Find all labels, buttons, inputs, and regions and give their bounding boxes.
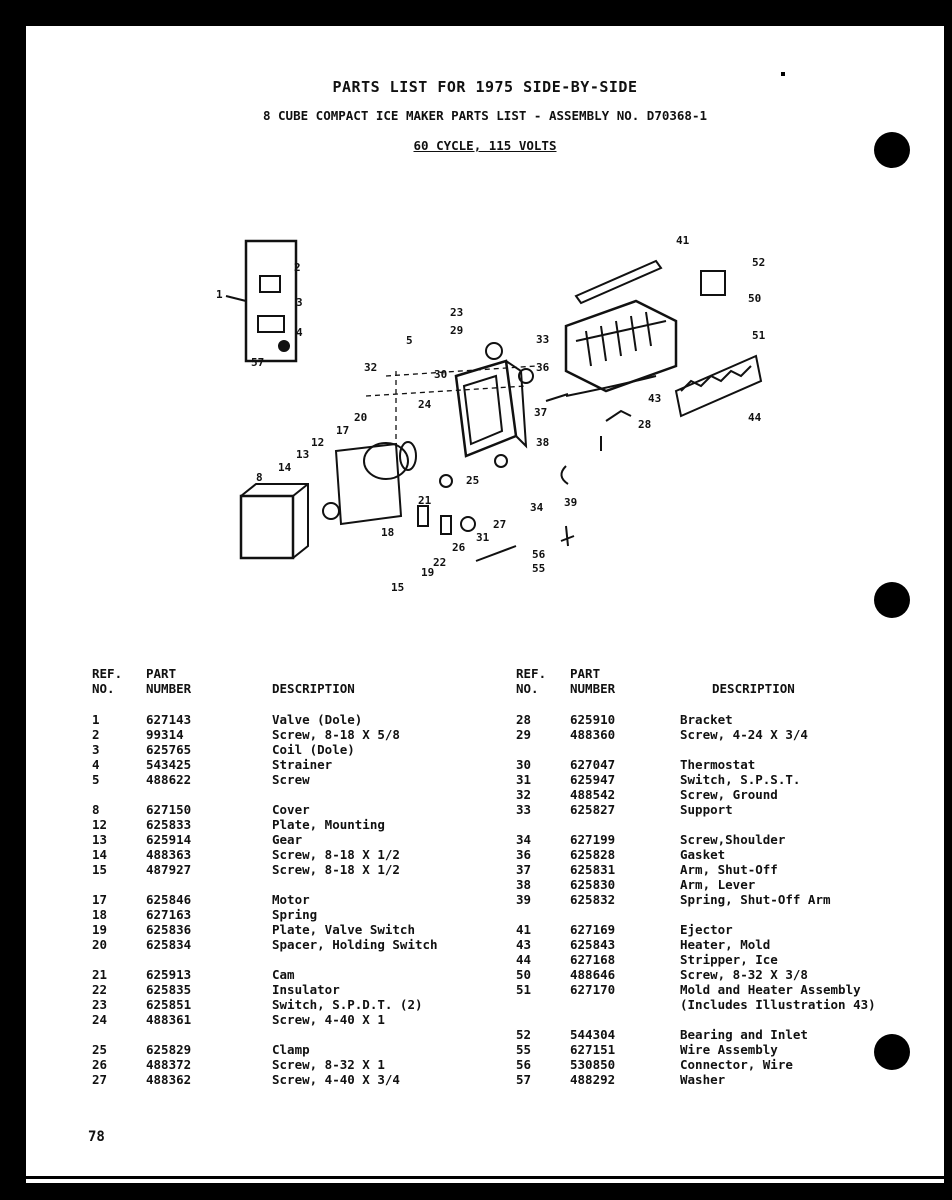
ref-cell: 41 bbox=[516, 922, 532, 937]
part-number-cell: 625834 bbox=[146, 937, 192, 952]
scan-speck bbox=[781, 72, 785, 76]
description-cell: Screw, Ground bbox=[680, 787, 778, 802]
column-header-description: DESCRIPTION bbox=[712, 681, 795, 696]
callout-number: 18 bbox=[381, 526, 395, 539]
description-cell: Cover bbox=[272, 802, 310, 817]
ref-cell: 12 bbox=[92, 817, 108, 832]
description-cell: Arm, Lever bbox=[680, 877, 756, 892]
callout-number: 34 bbox=[530, 501, 544, 514]
ref-cell: 26 bbox=[92, 1057, 108, 1072]
ref-cell: 15 bbox=[92, 862, 108, 877]
binder-hole-middle bbox=[874, 582, 910, 618]
ref-cell: 33 bbox=[516, 802, 532, 817]
column-header-description: DESCRIPTION bbox=[272, 681, 355, 696]
description-cell: Heater, Mold bbox=[680, 937, 771, 952]
part-number-cell: 625833 bbox=[146, 817, 192, 832]
page-subtitle: 8 CUBE COMPACT ICE MAKER PARTS LIST - ASSEMBLY NO. D70368-1 bbox=[262, 108, 707, 123]
callout-number: 44 bbox=[748, 411, 762, 424]
callout-number: 5 bbox=[406, 334, 413, 347]
part-number-cell: 627170 bbox=[570, 982, 616, 997]
ref-cell: 56 bbox=[516, 1057, 532, 1072]
binder-hole-bottom bbox=[874, 1034, 910, 1070]
part-number-cell: 625913 bbox=[146, 967, 192, 982]
description-cell: Screw, 4-24 X 3/4 bbox=[680, 727, 808, 742]
callout-number: 39 bbox=[564, 496, 578, 509]
callout-number: 52 bbox=[752, 256, 766, 269]
description-cell: Screw, 8-18 X 1/2 bbox=[272, 862, 400, 877]
description-cell: Clamp bbox=[272, 1042, 310, 1057]
ref-cell: 34 bbox=[516, 832, 532, 847]
ref-cell: 44 bbox=[516, 952, 532, 967]
description-cell: Spacer, Holding Switch bbox=[272, 937, 438, 952]
ref-cell: 1 bbox=[92, 712, 100, 727]
ref-cell: 5 bbox=[92, 772, 100, 787]
ref-cell: 57 bbox=[516, 1072, 532, 1087]
ref-cell: 17 bbox=[92, 892, 108, 907]
part-number-cell: 487927 bbox=[146, 862, 192, 877]
page-title: PARTS LIST FOR 1975 SIDE-BY-SIDE bbox=[332, 78, 638, 96]
callout-number: 27 bbox=[493, 518, 507, 531]
description-cell: Screw,Shoulder bbox=[680, 832, 786, 847]
description-cell: Insulator bbox=[272, 982, 340, 997]
part-number-cell: 99314 bbox=[146, 727, 184, 742]
ref-cell: 22 bbox=[92, 982, 108, 997]
ref-cell: 36 bbox=[516, 847, 532, 862]
callout-number: 14 bbox=[278, 461, 292, 474]
callout-number: 12 bbox=[311, 436, 325, 449]
part-number-cell: 543425 bbox=[146, 757, 192, 772]
description-cell: Strainer bbox=[272, 757, 333, 772]
ref-cell: 32 bbox=[516, 787, 532, 802]
page-number: 78 bbox=[88, 1129, 105, 1145]
description-cell: Screw, 8-32 X 3/8 bbox=[680, 967, 808, 982]
column-header-ref: REF. NO. bbox=[92, 666, 123, 696]
column-header-part-number: PART NUMBER bbox=[146, 666, 192, 696]
callout-number: 15 bbox=[391, 581, 405, 594]
part-number-cell: 488622 bbox=[146, 772, 192, 787]
part-number-cell: 625827 bbox=[570, 802, 616, 817]
ref-cell: 25 bbox=[92, 1042, 108, 1057]
callout-number: 13 bbox=[296, 448, 310, 461]
part-number-cell: 488360 bbox=[570, 727, 616, 742]
part-number-cell: 625835 bbox=[146, 982, 192, 997]
description-cell: Arm, Shut-Off bbox=[680, 862, 778, 877]
column-header-ref: REF. NO. bbox=[516, 666, 547, 696]
part-number-cell: 627169 bbox=[570, 922, 616, 937]
description-cell: Spring bbox=[272, 907, 318, 922]
part-number-cell: 627168 bbox=[570, 952, 616, 967]
part-number-cell: 625832 bbox=[570, 892, 616, 907]
column-header-part-number: PART NUMBER bbox=[570, 666, 616, 696]
callout-number: 32 bbox=[364, 361, 378, 374]
callout-number: 19 bbox=[421, 566, 435, 579]
ref-cell: 8 bbox=[92, 802, 100, 817]
ref-cell: 55 bbox=[516, 1042, 532, 1057]
ref-cell: 29 bbox=[516, 727, 532, 742]
callout-number: 36 bbox=[536, 361, 550, 374]
part-number-cell: 488542 bbox=[570, 787, 616, 802]
callout-number: 56 bbox=[532, 548, 546, 561]
callout-number: 23 bbox=[450, 306, 464, 319]
ref-cell: 2 bbox=[92, 727, 100, 742]
description-cell: Support bbox=[680, 802, 733, 817]
part-number-cell: 627199 bbox=[570, 832, 616, 847]
part-number-cell: 625947 bbox=[570, 772, 616, 787]
callout-number: 25 bbox=[466, 474, 480, 487]
callout-number: 28 bbox=[638, 418, 652, 431]
description-cell: Ejector bbox=[680, 922, 733, 937]
part-number-cell: 625843 bbox=[570, 937, 616, 952]
callout-number: 2 bbox=[294, 261, 301, 274]
part-number-cell: 625829 bbox=[146, 1042, 192, 1057]
ref-cell: 37 bbox=[516, 862, 532, 877]
description-cell: Switch, S.P.D.T. (2) bbox=[272, 997, 423, 1012]
description-cell: Plate, Valve Switch bbox=[272, 922, 415, 937]
callout-number: 31 bbox=[476, 531, 490, 544]
part-number-cell: 625828 bbox=[570, 847, 616, 862]
ref-cell: 19 bbox=[92, 922, 108, 937]
callout-number: 37 bbox=[534, 406, 548, 419]
description-cell: Thermostat bbox=[680, 757, 756, 772]
description-cell: Spring, Shut-Off Arm bbox=[680, 892, 831, 907]
part-number-cell: 625831 bbox=[570, 862, 616, 877]
ref-cell: 18 bbox=[92, 907, 108, 922]
part-number-cell: 627150 bbox=[146, 802, 192, 817]
exploded-parts-diagram bbox=[196, 206, 776, 606]
description-cell: Connector, Wire bbox=[680, 1057, 793, 1072]
callout-number: 20 bbox=[354, 411, 368, 424]
description-cell: Coil (Dole) bbox=[272, 742, 355, 757]
description-cell: Screw, 4-40 X 3/4 bbox=[272, 1072, 400, 1087]
ref-cell: 43 bbox=[516, 937, 532, 952]
ref-cell: 4 bbox=[92, 757, 100, 772]
part-number-cell: 627047 bbox=[570, 757, 616, 772]
callout-number: 50 bbox=[748, 292, 762, 305]
part-number-cell: 488363 bbox=[146, 847, 192, 862]
part-number-cell: 625846 bbox=[146, 892, 192, 907]
part-number-cell: 488362 bbox=[146, 1072, 192, 1087]
part-number-cell: 625765 bbox=[146, 742, 192, 757]
ref-cell: 50 bbox=[516, 967, 532, 982]
callout-number: 3 bbox=[296, 296, 303, 309]
callout-number: 24 bbox=[418, 398, 432, 411]
callout-number: 55 bbox=[532, 562, 546, 575]
description-cell: Plate, Mounting bbox=[272, 817, 385, 832]
part-number-cell: 544304 bbox=[570, 1027, 616, 1042]
document-page bbox=[26, 26, 944, 1183]
callout-number: 8 bbox=[256, 471, 263, 484]
ref-cell: 27 bbox=[92, 1072, 108, 1087]
part-number-cell: 530850 bbox=[570, 1057, 616, 1072]
ref-cell: 14 bbox=[92, 847, 108, 862]
callout-number: 30 bbox=[434, 368, 448, 381]
scan-edge-line bbox=[26, 1176, 944, 1179]
description-cell: Gasket bbox=[680, 847, 726, 862]
description-cell: Screw, 8-18 X 5/8 bbox=[272, 727, 400, 742]
callout-number: 22 bbox=[433, 556, 447, 569]
ref-cell: 52 bbox=[516, 1027, 532, 1042]
callout-number: 38 bbox=[536, 436, 550, 449]
ref-cell: 13 bbox=[92, 832, 108, 847]
description-cell: Washer bbox=[680, 1072, 726, 1087]
callout-number: 51 bbox=[752, 329, 766, 342]
description-cell: Screw, 4-40 X 1 bbox=[272, 1012, 385, 1027]
part-number-cell: 625910 bbox=[570, 712, 616, 727]
description-cell: Valve (Dole) bbox=[272, 712, 363, 727]
part-number-cell: 627151 bbox=[570, 1042, 616, 1057]
part-number-cell: 625836 bbox=[146, 922, 192, 937]
callout-number: 4 bbox=[296, 326, 303, 339]
page-subtitle-voltage: 60 CYCLE, 115 VOLTS bbox=[413, 138, 557, 153]
ref-cell: 51 bbox=[516, 982, 532, 997]
ref-cell: 21 bbox=[92, 967, 108, 982]
description-cell: Bearing and Inlet bbox=[680, 1027, 808, 1042]
ref-cell: 39 bbox=[516, 892, 532, 907]
description-cell: Mold and Heater Assembly bbox=[680, 982, 861, 997]
description-cell: Screw, 8-18 X 1/2 bbox=[272, 847, 400, 862]
callout-number: 26 bbox=[452, 541, 466, 554]
part-number-cell: 488292 bbox=[570, 1072, 616, 1087]
description-cell: Screw bbox=[272, 772, 310, 787]
callout-number: 41 bbox=[676, 234, 690, 247]
ref-cell: 23 bbox=[92, 997, 108, 1012]
part-number-cell: 627143 bbox=[146, 712, 192, 727]
part-number-cell: 627163 bbox=[146, 907, 192, 922]
ref-cell: 20 bbox=[92, 937, 108, 952]
description-cell: Gear bbox=[272, 832, 303, 847]
description-cell: Motor bbox=[272, 892, 310, 907]
callout-number: 43 bbox=[648, 392, 662, 405]
callout-number: 33 bbox=[536, 333, 550, 346]
callout-number: 57 bbox=[251, 356, 265, 369]
ref-cell: 28 bbox=[516, 712, 532, 727]
callout-number: 17 bbox=[336, 424, 350, 437]
part-number-cell: 625830 bbox=[570, 877, 616, 892]
ref-cell: 38 bbox=[516, 877, 532, 892]
description-cell: Screw, 8-32 X 1 bbox=[272, 1057, 385, 1072]
description-cell: (Includes Illustration 43) bbox=[680, 997, 876, 1012]
description-cell: Stripper, Ice bbox=[680, 952, 778, 967]
ref-cell: 24 bbox=[92, 1012, 108, 1027]
part-number-cell: 488361 bbox=[146, 1012, 192, 1027]
ref-cell: 3 bbox=[92, 742, 100, 757]
part-number-cell: 488646 bbox=[570, 967, 616, 982]
description-cell: Wire Assembly bbox=[680, 1042, 778, 1057]
description-cell: Bracket bbox=[680, 712, 733, 727]
callout-number: 1 bbox=[216, 288, 223, 301]
description-cell: Cam bbox=[272, 967, 295, 982]
callout-number: 21 bbox=[418, 494, 432, 507]
part-number-cell: 625914 bbox=[146, 832, 192, 847]
part-number-cell: 625851 bbox=[146, 997, 192, 1012]
part-number-cell: 488372 bbox=[146, 1057, 192, 1072]
ref-cell: 31 bbox=[516, 772, 532, 787]
ref-cell: 30 bbox=[516, 757, 532, 772]
callout-number: 29 bbox=[450, 324, 464, 337]
description-cell: Switch, S.P.S.T. bbox=[680, 772, 801, 787]
